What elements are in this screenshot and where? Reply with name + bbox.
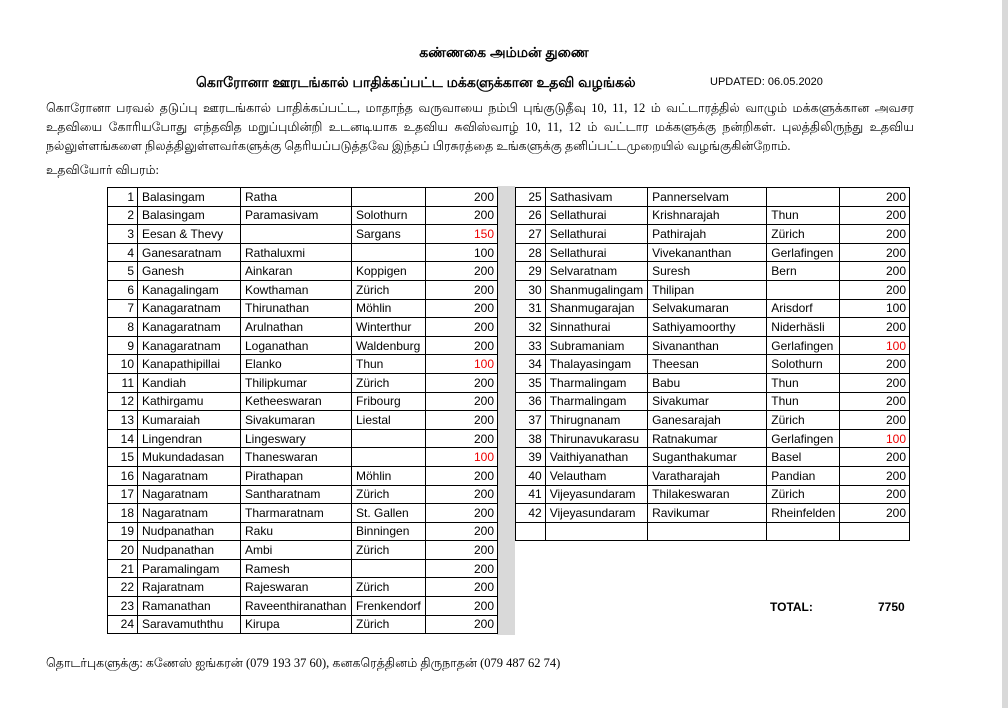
second-name-cell: Kirupa xyxy=(241,615,352,634)
city-cell: Zürich xyxy=(352,373,426,392)
second-name-cell: Ratnakumar xyxy=(648,429,767,448)
amount-cell: 200 xyxy=(426,411,498,430)
total-label: TOTAL: xyxy=(770,600,813,614)
row-number-cell: 22 xyxy=(108,578,138,597)
amount-cell: 200 xyxy=(426,578,498,597)
second-name-cell: Ramesh xyxy=(241,559,352,578)
table-row xyxy=(108,243,498,262)
row-number-cell: 29 xyxy=(516,262,546,281)
second-name-cell: Krishnarajah xyxy=(648,206,767,225)
page-title: கண்ணகை அம்மன் துணை xyxy=(419,44,589,60)
amount-cell: 200 xyxy=(840,504,910,523)
city-cell: Winterthur xyxy=(352,318,426,337)
second-name-cell: Thilipkumar xyxy=(241,373,352,392)
amount-cell: 200 xyxy=(426,280,498,299)
table-row xyxy=(108,225,498,244)
amount-cell: 200 xyxy=(426,336,498,355)
second-name-cell: Sathiyamoorthy xyxy=(648,318,767,337)
first-name-cell: Sathasivam xyxy=(545,188,647,207)
second-name-cell: Suresh xyxy=(648,262,767,281)
table-row xyxy=(516,188,910,207)
amount-cell: 200 xyxy=(426,522,498,541)
city-cell: Solothurn xyxy=(352,206,426,225)
amount-cell: 200 xyxy=(426,206,498,225)
second-name-cell: Suganthakumar xyxy=(648,448,767,467)
city-cell: Zürich xyxy=(352,280,426,299)
table-row xyxy=(108,578,498,597)
table-row xyxy=(108,411,498,430)
table-row xyxy=(516,355,910,374)
row-number-cell: 27 xyxy=(516,225,546,244)
second-name-cell: Sivananthan xyxy=(648,336,767,355)
amount-cell: 200 xyxy=(426,188,498,207)
row-number-cell: 17 xyxy=(108,485,138,504)
table-row xyxy=(516,243,910,262)
row-number-cell: 13 xyxy=(108,411,138,430)
row-number-cell: 16 xyxy=(108,466,138,485)
city-cell xyxy=(352,188,426,207)
table-row xyxy=(516,522,910,541)
first-name-cell: Sellathurai xyxy=(545,243,647,262)
first-name-cell: Kandiah xyxy=(138,373,241,392)
second-name-cell: Selvakumaran xyxy=(648,299,767,318)
city-cell: Zürich xyxy=(352,578,426,597)
first-name-cell: Velautham xyxy=(545,466,647,485)
row-number-cell: 10 xyxy=(108,355,138,374)
table-row xyxy=(516,392,910,411)
amount-cell: 200 xyxy=(426,429,498,448)
first-name-cell: Thirugnanam xyxy=(545,411,647,430)
amount-cell: 100 xyxy=(840,299,910,318)
second-name-cell: Sivakumaran xyxy=(241,411,352,430)
table-row xyxy=(108,355,498,374)
row-number-cell: 40 xyxy=(516,466,546,485)
second-name-cell: Arulnathan xyxy=(241,318,352,337)
city-cell: Möhlin xyxy=(352,466,426,485)
row-number-cell: 15 xyxy=(108,448,138,467)
amount-cell: 200 xyxy=(426,318,498,337)
row-number-cell: 14 xyxy=(108,429,138,448)
first-name-cell: Kanapathipillai xyxy=(138,355,241,374)
city-cell xyxy=(767,280,840,299)
amount-cell: 200 xyxy=(840,243,910,262)
row-number-cell: 21 xyxy=(108,559,138,578)
first-name-cell: Eesan & Thevy xyxy=(138,225,241,244)
amount-cell: 200 xyxy=(840,225,910,244)
table-row xyxy=(108,373,498,392)
city-cell: Thun xyxy=(352,355,426,374)
second-name-cell: Raku xyxy=(241,522,352,541)
row-number-cell: 2 xyxy=(108,206,138,225)
row-number-cell: 36 xyxy=(516,392,546,411)
row-number-cell: 7 xyxy=(108,299,138,318)
amount-cell: 200 xyxy=(840,318,910,337)
city-cell: Zürich xyxy=(767,411,840,430)
first-name-cell xyxy=(545,522,647,541)
row-number-cell: 20 xyxy=(108,541,138,560)
amount-cell xyxy=(840,522,910,541)
first-name-cell: Tharmalingam xyxy=(545,373,647,392)
second-name-cell: Pathirajah xyxy=(648,225,767,244)
row-number-cell: 42 xyxy=(516,504,546,523)
amount-cell: 200 xyxy=(426,504,498,523)
city-cell xyxy=(767,522,840,541)
row-number-cell: 12 xyxy=(108,392,138,411)
amount-cell: 200 xyxy=(840,188,910,207)
first-name-cell: Ramanathan xyxy=(138,597,241,616)
first-name-cell: Vijeyasundaram xyxy=(545,504,647,523)
row-number-cell: 26 xyxy=(516,206,546,225)
second-name-cell: Ratha xyxy=(241,188,352,207)
second-name-cell: Elanko xyxy=(241,355,352,374)
first-name-cell: Thirunavukarasu xyxy=(545,429,647,448)
first-name-cell: Sellathurai xyxy=(545,206,647,225)
table-row xyxy=(108,448,498,467)
first-name-cell: Ganesh xyxy=(138,262,241,281)
first-name-cell: Nagaratnam xyxy=(138,466,241,485)
row-number-cell: 32 xyxy=(516,318,546,337)
first-name-cell: Nagaratnam xyxy=(138,504,241,523)
first-name-cell: Kanagaratnam xyxy=(138,299,241,318)
row-number-cell: 24 xyxy=(108,615,138,634)
city-cell: Thun xyxy=(767,392,840,411)
table-row xyxy=(516,299,910,318)
city-cell: Arisdorf xyxy=(767,299,840,318)
city-cell: Niderhäsli xyxy=(767,318,840,337)
amount-cell: 200 xyxy=(426,299,498,318)
city-cell: Liestal xyxy=(352,411,426,430)
amount-cell: 200 xyxy=(840,206,910,225)
amount-cell: 150 xyxy=(426,225,498,244)
table-row xyxy=(108,262,498,281)
amount-cell: 200 xyxy=(426,373,498,392)
city-cell: Möhlin xyxy=(352,299,426,318)
first-name-cell: Kanagalingam xyxy=(138,280,241,299)
first-name-cell: Sellathurai xyxy=(545,225,647,244)
row-number-cell: 18 xyxy=(108,504,138,523)
amount-cell: 100 xyxy=(840,429,910,448)
city-cell: Frenkendorf xyxy=(352,597,426,616)
second-name-cell: Babu xyxy=(648,373,767,392)
amount-cell: 100 xyxy=(426,448,498,467)
amount-cell: 200 xyxy=(840,280,910,299)
first-name-cell: Selvaratnam xyxy=(545,262,647,281)
first-name-cell: Thalayasingam xyxy=(545,355,647,374)
amount-cell: 100 xyxy=(426,355,498,374)
second-name-cell xyxy=(648,522,767,541)
row-number-cell: 9 xyxy=(108,336,138,355)
city-cell: Gerlafingen xyxy=(767,243,840,262)
second-name-cell: Sivakumar xyxy=(648,392,767,411)
table-row xyxy=(516,466,910,485)
city-cell xyxy=(767,188,840,207)
table-row xyxy=(108,206,498,225)
row-number-cell: 11 xyxy=(108,373,138,392)
first-name-cell: Kumaraiah xyxy=(138,411,241,430)
city-cell: Binningen xyxy=(352,522,426,541)
first-name-cell: Kanagaratnam xyxy=(138,318,241,337)
table-row xyxy=(108,299,498,318)
second-name-cell: Paramasivam xyxy=(241,206,352,225)
first-name-cell: Shanmugalingam xyxy=(545,280,647,299)
amount-cell: 200 xyxy=(426,466,498,485)
table-row xyxy=(516,336,910,355)
amount-cell: 200 xyxy=(840,466,910,485)
city-cell: Sargans xyxy=(352,225,426,244)
first-name-cell: Shanmugarajan xyxy=(545,299,647,318)
row-number-cell: 1 xyxy=(108,188,138,207)
second-name-cell: Kowthaman xyxy=(241,280,352,299)
amount-cell: 200 xyxy=(840,355,910,374)
table-row xyxy=(516,262,910,281)
first-name-cell: Nudpanathan xyxy=(138,522,241,541)
first-name-cell: Nagaratnam xyxy=(138,485,241,504)
table-row xyxy=(108,522,498,541)
second-name-cell: Lingeswary xyxy=(241,429,352,448)
second-name-cell: Ravikumar xyxy=(648,504,767,523)
updated-date: UPDATED: 06.05.2020 xyxy=(710,76,823,88)
second-name-cell: Ganesarajah xyxy=(648,411,767,430)
row-number-cell: 3 xyxy=(108,225,138,244)
table-row xyxy=(516,429,910,448)
amount-cell: 200 xyxy=(426,392,498,411)
intro-paragraph: கொரோனா பரவல் தடுப்பு ஊரடங்கால் பாதிக்கப்பட்ட, மாதாந்த வருவாயை நம்பி புங்குடுதீவு 10, 11, 12 ம் வட்டாரத்தில் வாழும் மக்களுக்கான அவசர உதவியை கோரியபோது எந்தவித மறுப்புமின்றி உடனடியாக உதவிய சுவிஸ்வாழ் 10, 11, 12 ம் வட்டார மக்களுக்கு நன்றிகள். புலத்திலிருந்து உதவிய நல்லுள்ளங்களை நிலத்திலுள்ளவர்களுக்கு தெரியப்படுத்தவே இந்தப் பிரசுரத்தை உங்களுக்கு தனிப்பட்டமுறையில் வழங்குகின்றோம். xyxy=(46,101,914,153)
amount-cell: 200 xyxy=(426,541,498,560)
amount-cell: 200 xyxy=(840,448,910,467)
second-name-cell: Vivekananthan xyxy=(648,243,767,262)
total-value: 7750 xyxy=(878,600,905,614)
table-row xyxy=(108,188,498,207)
table-row xyxy=(108,336,498,355)
table-row xyxy=(108,280,498,299)
city-cell: Zürich xyxy=(352,541,426,560)
second-name-cell: Pannerselvam xyxy=(648,188,767,207)
row-number-cell: 28 xyxy=(516,243,546,262)
row-number-cell: 5 xyxy=(108,262,138,281)
first-name-cell: Sinnathurai xyxy=(545,318,647,337)
table-row xyxy=(516,318,910,337)
second-name-cell: Ainkaran xyxy=(241,262,352,281)
row-number-cell: 39 xyxy=(516,448,546,467)
row-number-cell: 33 xyxy=(516,336,546,355)
first-name-cell: Paramalingam xyxy=(138,559,241,578)
city-cell: Koppigen xyxy=(352,262,426,281)
city-cell xyxy=(352,448,426,467)
first-name-cell: Rajaratnam xyxy=(138,578,241,597)
table-row xyxy=(108,392,498,411)
table-row xyxy=(516,504,910,523)
second-name-cell: Theesan xyxy=(648,355,767,374)
city-cell xyxy=(352,429,426,448)
row-number-cell: 30 xyxy=(516,280,546,299)
row-number-cell: 34 xyxy=(516,355,546,374)
first-name-cell: Kathirgamu xyxy=(138,392,241,411)
city-cell: Zürich xyxy=(352,615,426,634)
city-cell: Zürich xyxy=(767,225,840,244)
row-number-cell: 8 xyxy=(108,318,138,337)
amount-cell: 200 xyxy=(426,559,498,578)
table-row xyxy=(108,318,498,337)
page-subtitle: கொரோனா ஊரடங்கால் பாதிக்கப்பட்ட மக்களுக்கான உதவி வழங்கல் xyxy=(196,74,636,90)
donors-label: உதவியோர் விபரம்: xyxy=(46,163,159,177)
amount-cell: 200 xyxy=(840,373,910,392)
second-name-cell: Thilakeswaran xyxy=(648,485,767,504)
row-number-cell: 31 xyxy=(516,299,546,318)
city-cell: Zürich xyxy=(767,485,840,504)
table-row xyxy=(108,466,498,485)
first-name-cell: Balasingam xyxy=(138,188,241,207)
first-name-cell: Nudpanathan xyxy=(138,541,241,560)
first-name-cell: Subramaniam xyxy=(545,336,647,355)
city-cell xyxy=(352,243,426,262)
row-number-cell: 35 xyxy=(516,373,546,392)
table-row xyxy=(516,373,910,392)
amount-cell: 200 xyxy=(840,485,910,504)
city-cell xyxy=(352,559,426,578)
column-separator xyxy=(497,186,515,635)
page-edge xyxy=(1002,0,1008,708)
table-row xyxy=(108,504,498,523)
city-cell: St. Gallen xyxy=(352,504,426,523)
second-name-cell: Tharmaratnam xyxy=(241,504,352,523)
first-name-cell: Mukundadasan xyxy=(138,448,241,467)
amount-cell: 100 xyxy=(840,336,910,355)
donor-table-left xyxy=(107,187,498,634)
table-row xyxy=(516,225,910,244)
row-number-cell xyxy=(516,522,546,541)
table-row xyxy=(108,541,498,560)
second-name-cell: Rajeswaran xyxy=(241,578,352,597)
table-row xyxy=(516,411,910,430)
row-number-cell: 19 xyxy=(108,522,138,541)
city-cell: Pandian xyxy=(767,466,840,485)
city-cell: Basel xyxy=(767,448,840,467)
first-name-cell: Vijeyasundaram xyxy=(545,485,647,504)
table-row xyxy=(108,429,498,448)
first-name-cell: Tharmalingam xyxy=(545,392,647,411)
first-name-cell: Balasingam xyxy=(138,206,241,225)
second-name-cell: Loganathan xyxy=(241,336,352,355)
second-name-cell: Santharatnam xyxy=(241,485,352,504)
amount-cell: 200 xyxy=(426,597,498,616)
table-row xyxy=(108,485,498,504)
second-name-cell: Thirunathan xyxy=(241,299,352,318)
amount-cell: 200 xyxy=(840,411,910,430)
city-cell: Rheinfelden xyxy=(767,504,840,523)
first-name-cell: Lingendran xyxy=(138,429,241,448)
city-cell: Fribourg xyxy=(352,392,426,411)
contact-footer: தொடர்புகளுக்கு: கணேஸ் ஐங்கரன் (079 193 37 60), கனகரெத்தினம் திருநாதன் (079 487 62 74) xyxy=(46,656,561,670)
row-number-cell: 4 xyxy=(108,243,138,262)
second-name-cell: Ambi xyxy=(241,541,352,560)
row-number-cell: 23 xyxy=(108,597,138,616)
table-row xyxy=(516,280,910,299)
second-name-cell xyxy=(241,225,352,244)
table-row xyxy=(108,559,498,578)
city-cell: Gerlafingen xyxy=(767,429,840,448)
amount-cell: 200 xyxy=(840,262,910,281)
city-cell: Waldenburg xyxy=(352,336,426,355)
amount-cell: 100 xyxy=(426,243,498,262)
second-name-cell: Pirathapan xyxy=(241,466,352,485)
row-number-cell: 25 xyxy=(516,188,546,207)
second-name-cell: Ketheeswaran xyxy=(241,392,352,411)
row-number-cell: 38 xyxy=(516,429,546,448)
first-name-cell: Ganesaratnam xyxy=(138,243,241,262)
city-cell: Bern xyxy=(767,262,840,281)
row-number-cell: 6 xyxy=(108,280,138,299)
city-cell: Thun xyxy=(767,206,840,225)
city-cell: Gerlafingen xyxy=(767,336,840,355)
city-cell: Solothurn xyxy=(767,355,840,374)
amount-cell: 200 xyxy=(426,615,498,634)
table-row xyxy=(516,448,910,467)
first-name-cell: Kanagaratnam xyxy=(138,336,241,355)
city-cell: Thun xyxy=(767,373,840,392)
city-cell: Zürich xyxy=(352,485,426,504)
table-row xyxy=(516,485,910,504)
second-name-cell: Thilipan xyxy=(648,280,767,299)
first-name-cell: Saravamuththu xyxy=(138,615,241,634)
first-name-cell: Vaithiyanathan xyxy=(545,448,647,467)
donor-table-right xyxy=(515,187,910,541)
amount-cell: 200 xyxy=(840,392,910,411)
amount-cell: 200 xyxy=(426,262,498,281)
row-number-cell: 37 xyxy=(516,411,546,430)
amount-cell: 200 xyxy=(426,485,498,504)
table-row xyxy=(516,206,910,225)
row-number-cell: 41 xyxy=(516,485,546,504)
table-row xyxy=(108,597,498,616)
second-name-cell: Raveenthiranathan xyxy=(241,597,352,616)
second-name-cell: Thaneswaran xyxy=(241,448,352,467)
second-name-cell: Rathaluxmi xyxy=(241,243,352,262)
second-name-cell: Varatharajah xyxy=(648,466,767,485)
table-row xyxy=(108,615,498,634)
